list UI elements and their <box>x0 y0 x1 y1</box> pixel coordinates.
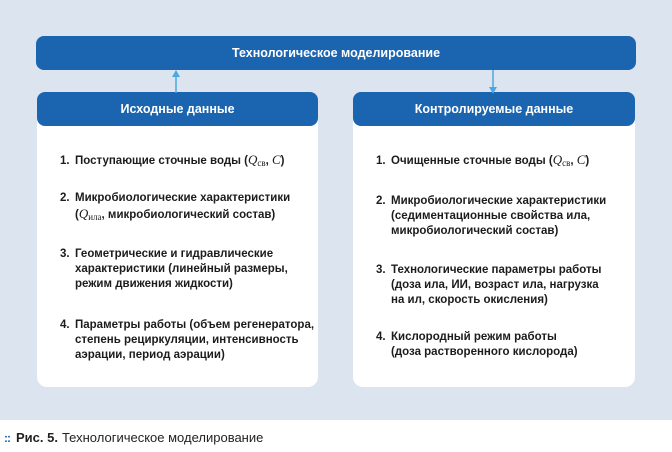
caption-text: Технологическое моделирование <box>61 430 264 445</box>
down-arrow-icon <box>488 70 498 94</box>
left-item-3: 3. Геометрические и гидравлические характеристики (линейный размеры, режим движения жидкости) <box>60 248 288 290</box>
right-item-2: 2. Микробиологические характеристики (седиментационные свойства ила, микробиологический состав) <box>376 195 607 237</box>
right-column-header <box>353 92 635 126</box>
right-item-3: 3. Технологические параметры работы (доза ила, ИИ, возраст ила, нагрузка на ил, скорость окисления) <box>376 264 602 306</box>
caption-dots-icon: :: <box>4 430 10 445</box>
right-item-1: 1. Очищенные сточные воды ($Q_{св}$, C) <box>376 152 590 168</box>
left-item-4: 4. Параметры работы (объем регенератора, степень рециркуляции, интенсивность аэрации, период аэрации) <box>60 319 315 361</box>
figure-caption <box>4 430 263 445</box>
top-bar <box>36 36 636 70</box>
caption-label: Рис. 5. <box>16 430 58 445</box>
up-arrow-icon <box>171 70 181 94</box>
left-column-header <box>37 92 318 126</box>
right-column-title: Контролируемые данные <box>414 102 574 116</box>
left-item-1: 1. Поступающие сточные воды ($Q_{св}$, C) <box>60 152 285 168</box>
top-bar-title: Технологическое моделирование <box>231 46 441 60</box>
right-item-4: 4. Кислородный режим работы (доза растворенного кислорода) <box>376 331 578 358</box>
left-column-title: Исходные данные <box>120 102 235 116</box>
left-item-2: 2. Микробиологические характеристики ($Q_{ила}$, микробиологический состав) <box>60 192 291 222</box>
